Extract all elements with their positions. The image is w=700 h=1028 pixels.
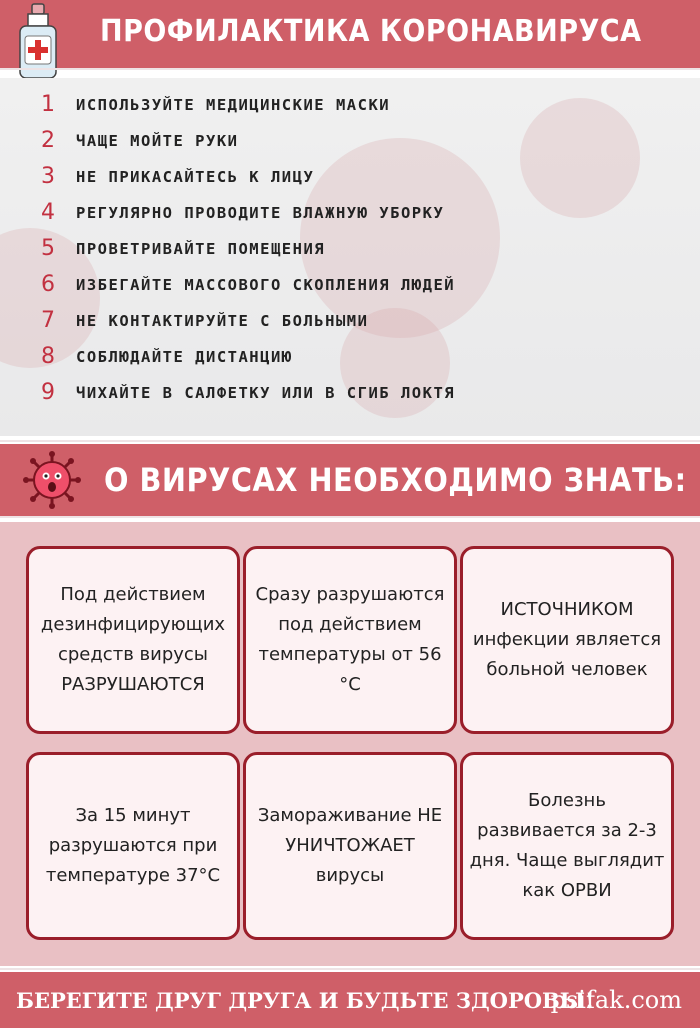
rule-number: 4 <box>41 200 55 225</box>
fact-text: Сразу разрушаются под действием температуры от 56 °С <box>255 584 445 695</box>
rule-text: РЕГУЛЯРНО ПРОВОДИТЕ ВЛАЖНУЮ УБОРКУ <box>76 204 445 222</box>
rule-item <box>0 126 700 162</box>
sanitizer-bottle-icon <box>16 2 60 82</box>
fact-card <box>460 546 674 734</box>
rule-number: 5 <box>41 236 55 261</box>
rule-text: СОБЛЮДАЙТЕ ДИСТАНЦИЮ <box>76 348 293 366</box>
rule-number: 8 <box>41 344 55 369</box>
rule-item <box>0 378 700 414</box>
rule-item <box>0 306 700 342</box>
rule-item <box>0 162 700 198</box>
rule-item <box>0 234 700 270</box>
rules-panel <box>0 78 700 436</box>
rule-item <box>0 270 700 306</box>
rule-item <box>0 90 700 126</box>
rule-text: ЧАЩЕ МОЙТЕ РУКИ <box>76 132 239 150</box>
page-title: ПРОФИЛАКТИКА КОРОНАВИРУСА <box>100 14 642 49</box>
rule-number: 9 <box>41 380 55 405</box>
fact-card <box>460 752 674 940</box>
rule-item <box>0 342 700 378</box>
fact-card <box>243 546 457 734</box>
fact-text: Болезнь развивается за 2-3 дня. Чаще выглядит как ОРВИ <box>469 790 665 901</box>
rule-text: ЧИХАЙТЕ В САЛФЕТКУ ИЛИ В СГИБ ЛОКТЯ <box>76 384 456 402</box>
fact-card <box>243 752 457 940</box>
divider <box>0 516 700 518</box>
rule-text: ПРОВЕТРИВАЙТЕ ПОМЕЩЕНИЯ <box>76 240 326 258</box>
fact-text: Замораживание НЕ УНИЧТОЖАЕТ вирусы <box>257 805 443 886</box>
section-band <box>0 444 700 516</box>
fact-text: Под действием дезинфицирующих средств вирусы РАЗРУШАЮТСЯ <box>40 584 226 695</box>
fact-text: ИСТОЧНИКОМ инфекции является больной человек <box>472 599 662 680</box>
divider <box>0 968 700 970</box>
rule-text: ИЗБЕГАЙТЕ МАССОВОГО СКОПЛЕНИЯ ЛЮДЕЙ <box>76 276 456 294</box>
rule-number: 6 <box>41 272 55 297</box>
header-band <box>0 0 700 68</box>
rule-number: 2 <box>41 128 55 153</box>
facts-panel <box>0 522 700 966</box>
rule-text: НЕ КОНТАКТИРУЙТЕ С БОЛЬНЫМИ <box>76 312 369 330</box>
site-link[interactable]: psifak.com <box>550 986 682 1014</box>
fact-card <box>26 546 240 734</box>
footer-slogan: БЕРЕГИТЕ ДРУГ ДРУГА И БУДЬТЕ ЗДОРОВЫ! <box>16 988 595 1013</box>
fact-card <box>26 752 240 940</box>
divider <box>0 440 700 442</box>
rule-text: ИСПОЛЬЗУЙТЕ МЕДИЦИНСКИЕ МАСКИ <box>76 96 391 114</box>
section-title: О ВИРУСАХ НЕОБХОДИМО ЗНАТЬ: <box>104 461 687 499</box>
fact-text: За 15 минут разрушаются при температуре 37°С <box>45 805 221 886</box>
virus-icon <box>22 450 82 510</box>
rule-number: 1 <box>41 92 55 117</box>
rule-number: 7 <box>41 308 55 333</box>
divider <box>0 68 700 70</box>
rule-number: 3 <box>41 164 55 189</box>
rule-text: НЕ ПРИКАСАЙТЕСЬ К ЛИЦУ <box>76 168 315 186</box>
rule-item <box>0 198 700 234</box>
